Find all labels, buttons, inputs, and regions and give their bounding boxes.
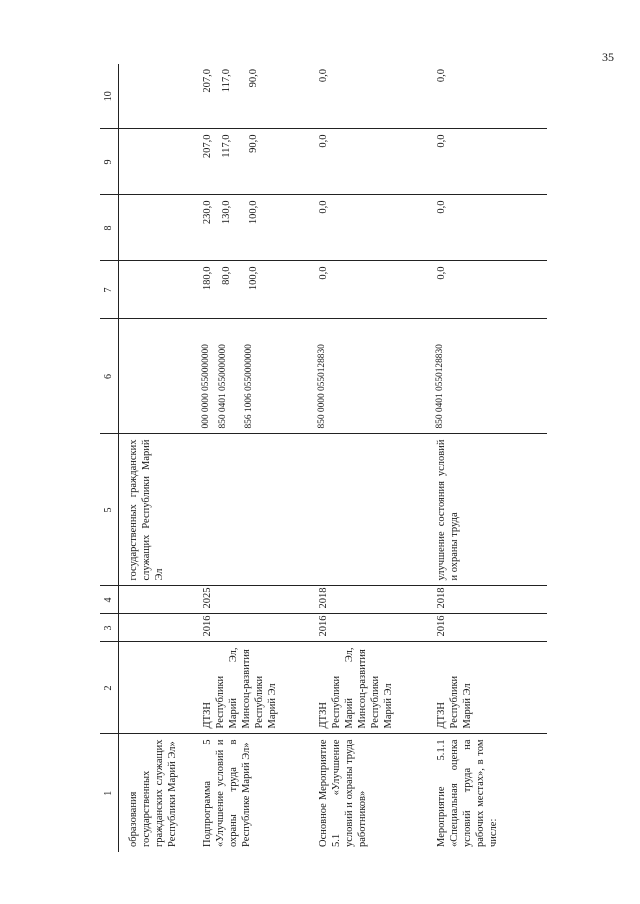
cell-value: 856 1006 0550000000 — [244, 344, 254, 429]
cell-c6 — [193, 319, 309, 434]
cell-value: 850 0401 0550000000 — [218, 344, 229, 429]
column-header: 6 — [100, 319, 119, 434]
cell-c3 — [119, 614, 193, 642]
cell-c8 — [427, 195, 547, 261]
table-row — [119, 64, 193, 852]
cell-value: 90,0 — [247, 134, 259, 153]
cell-c3: 2016 — [427, 614, 547, 642]
column-header: 1 — [100, 734, 119, 852]
cell-c8 — [309, 195, 427, 261]
column-number-row — [100, 64, 119, 852]
cell-c5 — [309, 434, 427, 586]
cell-c5 — [193, 434, 309, 586]
cell-value: 0,0 — [435, 69, 447, 83]
cell-value: 0,0 — [317, 200, 329, 214]
cell-c1: Мероприятие 5.1.1 «Специальная оценка условий труда на рабочих местах», в том числе: — [435, 739, 499, 847]
cell-c10 — [193, 64, 309, 129]
table-row — [427, 64, 547, 852]
cell-c1: Основное Мероприятие 5.1 «Улучшение условий и охраны труда работников» — [317, 739, 368, 847]
cell-c7 — [309, 261, 427, 319]
cell-c8 — [119, 195, 193, 261]
cell-value: 0,0 — [317, 266, 329, 280]
cell-value: 117,0 — [220, 69, 232, 93]
cell-c6 — [309, 319, 427, 434]
column-header: 8 — [100, 195, 119, 261]
cell-value: 207,0 — [201, 134, 213, 159]
cell-c2 — [119, 642, 193, 734]
page-number: 35 — [602, 50, 614, 64]
table-row — [309, 64, 427, 852]
cell-c6 — [119, 319, 193, 434]
cell-value: 850 0000 0550128830 — [316, 344, 327, 429]
cell-value: 90,0 — [247, 69, 259, 88]
cell-value: 100,0 — [247, 200, 259, 225]
cell-value: 207,0 — [201, 69, 213, 93]
budget-table-rotated — [100, 64, 536, 852]
cell-c1: Подпрограмма 5 «Улучшение условий и охраны труда в Республике Марий Эл» — [201, 739, 252, 847]
cell-c10 — [119, 64, 193, 129]
cell-value: 0,0 — [317, 134, 329, 148]
cell-value: 230,0 — [201, 200, 213, 225]
cell-c5: государственных гражданских служащих Республики Марий Эл — [119, 434, 193, 586]
cell-c8 — [193, 195, 309, 261]
cell-value: 117,0 — [220, 134, 232, 158]
cell-value: 000 0000 0550000000 — [200, 344, 211, 429]
cell-c3: 2016 — [309, 614, 427, 642]
column-header: 2 — [100, 642, 119, 734]
cell-c4: 2018 — [427, 586, 547, 614]
table-row — [193, 64, 309, 852]
cell-value: 100,0 — [247, 266, 259, 291]
column-header: 10 — [100, 64, 119, 129]
column-header: 3 — [100, 614, 119, 642]
cell-c7 — [427, 261, 547, 319]
column-header: 7 — [100, 261, 119, 319]
column-header: 5 — [100, 434, 119, 586]
cell-value: 0,0 — [317, 69, 329, 83]
cell-c10 — [309, 64, 427, 129]
cell-c5: улучшение состояния условий и охраны труда — [427, 434, 547, 586]
cell-c7 — [119, 261, 193, 319]
table-body — [119, 64, 547, 852]
cell-value: 80,0 — [220, 266, 232, 285]
cell-c10 — [427, 64, 547, 129]
cell-c7 — [193, 261, 309, 319]
cell-c4: 2025 — [193, 586, 309, 614]
cell-c6 — [427, 319, 547, 434]
cell-c2: ДТЗН Республики Марий Эл, Минсоц-развития Республики Марий Эл — [193, 642, 309, 734]
cell-c9 — [193, 129, 309, 195]
cell-value: 0,0 — [435, 200, 447, 214]
cell-c4: 2018 — [309, 586, 427, 614]
cell-c9 — [119, 129, 193, 195]
cell-c2: ДТЗН Республики Марий Эл, Минсоц-развития Республики Марий Эл — [309, 642, 427, 734]
cell-value: 0,0 — [435, 134, 447, 148]
budget-table — [100, 64, 547, 852]
cell-value: 850 0401 0550128830 — [434, 344, 445, 429]
cell-c9 — [309, 129, 427, 195]
cell-c9 — [427, 129, 547, 195]
column-header: 9 — [100, 129, 119, 195]
cell-c3: 2016 — [193, 614, 309, 642]
cell-c4 — [119, 586, 193, 614]
cell-c1: образования государственных гражданских служащих Республики Марий Эл» — [128, 739, 179, 847]
cell-value: 180,0 — [201, 266, 213, 291]
cell-c2: ДТЗН Республики Марий Эл — [427, 642, 547, 734]
column-header: 4 — [100, 586, 119, 614]
cell-value: 0,0 — [435, 266, 447, 280]
cell-value: 130,0 — [220, 200, 232, 225]
